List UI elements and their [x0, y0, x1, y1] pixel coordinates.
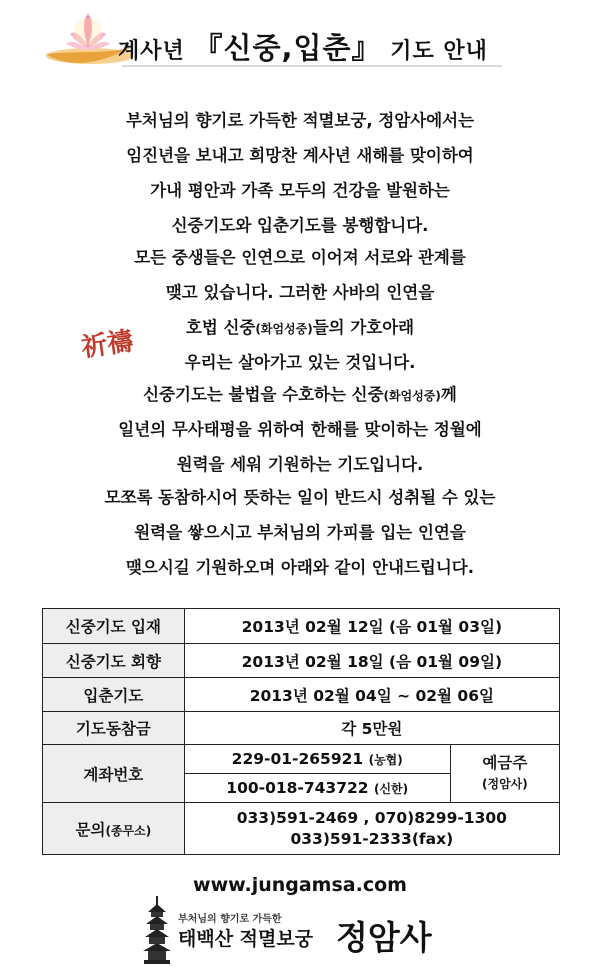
- paragraph-text: 신중기도는 불법을 수호하는 신중: [143, 385, 384, 404]
- contact-label-small: (종무소): [105, 823, 152, 838]
- logo-subtitle: 태백산 적멸보궁: [178, 928, 314, 950]
- closing-paragraph: [0, 480, 600, 585]
- holder-label: 예금주: [482, 753, 528, 772]
- title-divider: [122, 65, 502, 67]
- row-label: 신중기도 입재: [43, 609, 185, 644]
- paragraph-line: 맺으시길 기원하오며 아래와 같이 안내드립니다.: [125, 558, 475, 577]
- row-value: 2013년 02월 12일 (음 01월 03일): [184, 609, 559, 644]
- stamp-text: 祈禱: [79, 326, 136, 364]
- row-value: 2013년 02월 04일 ~ 02월 06일: [184, 678, 559, 712]
- paragraph-line: 우리는 살아가고 있는 것입니다.: [184, 353, 416, 372]
- contact-label-text: 문의: [75, 820, 106, 839]
- account-number: [184, 745, 450, 774]
- paragraph-line: 모쪼록 동참하시어 뜻하는 일이 반드시 성취될 수 있는: [104, 488, 496, 507]
- paragraph-small-text: (화엄성중): [255, 322, 313, 336]
- paragraph-text: 들의 가호아래: [312, 318, 415, 337]
- row-value: 각 5만원: [184, 712, 559, 745]
- contact-numbers: [184, 803, 559, 855]
- paragraph-line: 원력을 세워 기원하는 기도입니다.: [176, 455, 424, 474]
- account-number: [184, 774, 450, 803]
- table-row: [43, 644, 560, 678]
- account-number-text: 229-01-265921: [231, 750, 364, 768]
- website-link[interactable]: www.jungamsa.com: [193, 874, 407, 896]
- contact-label: [43, 803, 185, 855]
- intro-paragraph: [0, 103, 600, 243]
- contact-phone: 033)591-2469 , 070)8299-1300: [236, 808, 507, 827]
- holder-name: (정암사): [482, 776, 528, 791]
- prayer-paragraph: [0, 377, 600, 482]
- intro-line: 가내 평안과 가족 모두의 건강을 발원하는: [150, 181, 450, 200]
- pagoda-icon: [142, 896, 172, 964]
- row-label: 신중기도 회향: [43, 644, 185, 678]
- paragraph-line: 원력을 쌓으시고 부처님의 가피를 입는 인연을: [134, 523, 466, 542]
- table-row: [43, 803, 560, 855]
- page-title: [118, 26, 488, 67]
- paragraph-line: 모든 중생들은 인연으로 이어져 서로와 관계를: [134, 248, 466, 267]
- row-value: 2013년 02월 18일 (음 01월 09일): [184, 644, 559, 678]
- header: [0, 0, 600, 75]
- prayer-info-table: [42, 608, 560, 855]
- table-row: [43, 712, 560, 745]
- intro-line: 임진년을 보내고 희망찬 계사년 새해를 맞이하여: [126, 146, 474, 165]
- account-label: 계좌번호: [43, 745, 185, 803]
- row-label: 기도동참금: [43, 712, 185, 745]
- paragraph-text: 호법 신중: [185, 318, 256, 337]
- table-row: [43, 678, 560, 712]
- logo-temple-name: 정암사: [336, 918, 432, 957]
- logo-tagline: 부처님의 향기로 가득한: [178, 914, 282, 925]
- prayer-stamp-icon: [76, 317, 138, 369]
- bank-name: (신한): [373, 782, 409, 796]
- table-row: [43, 745, 560, 774]
- table-row: [43, 609, 560, 644]
- row-label: 입춘기도: [43, 678, 185, 712]
- paragraph-small-text: (화엄성중): [383, 389, 441, 403]
- title-main: 『신중,입춘』: [193, 31, 382, 65]
- contact-fax: 033)591-2333(fax): [290, 829, 454, 848]
- account-holder: [450, 745, 559, 803]
- paragraph-line: [0, 377, 600, 412]
- paragraph-line: 맺고 있습니다. 그러한 사바의 인연을: [165, 283, 435, 302]
- account-number-text: 100-018-743722: [226, 779, 369, 797]
- intro-line: 신중기도와 입춘기도를 봉행합니다.: [171, 216, 429, 235]
- bank-name: (농협): [368, 753, 403, 767]
- paragraph-line: 일년의 무사태평을 위하여 한해를 맞이하는 정월에: [118, 420, 482, 439]
- intro-line: 부처님의 향기로 가득한 적멸보궁, 정암사에서는: [125, 111, 475, 130]
- title-suffix: 기도 안내: [390, 39, 488, 64]
- title-prefix: 계사년: [118, 39, 185, 64]
- paragraph-text: 께: [440, 385, 457, 404]
